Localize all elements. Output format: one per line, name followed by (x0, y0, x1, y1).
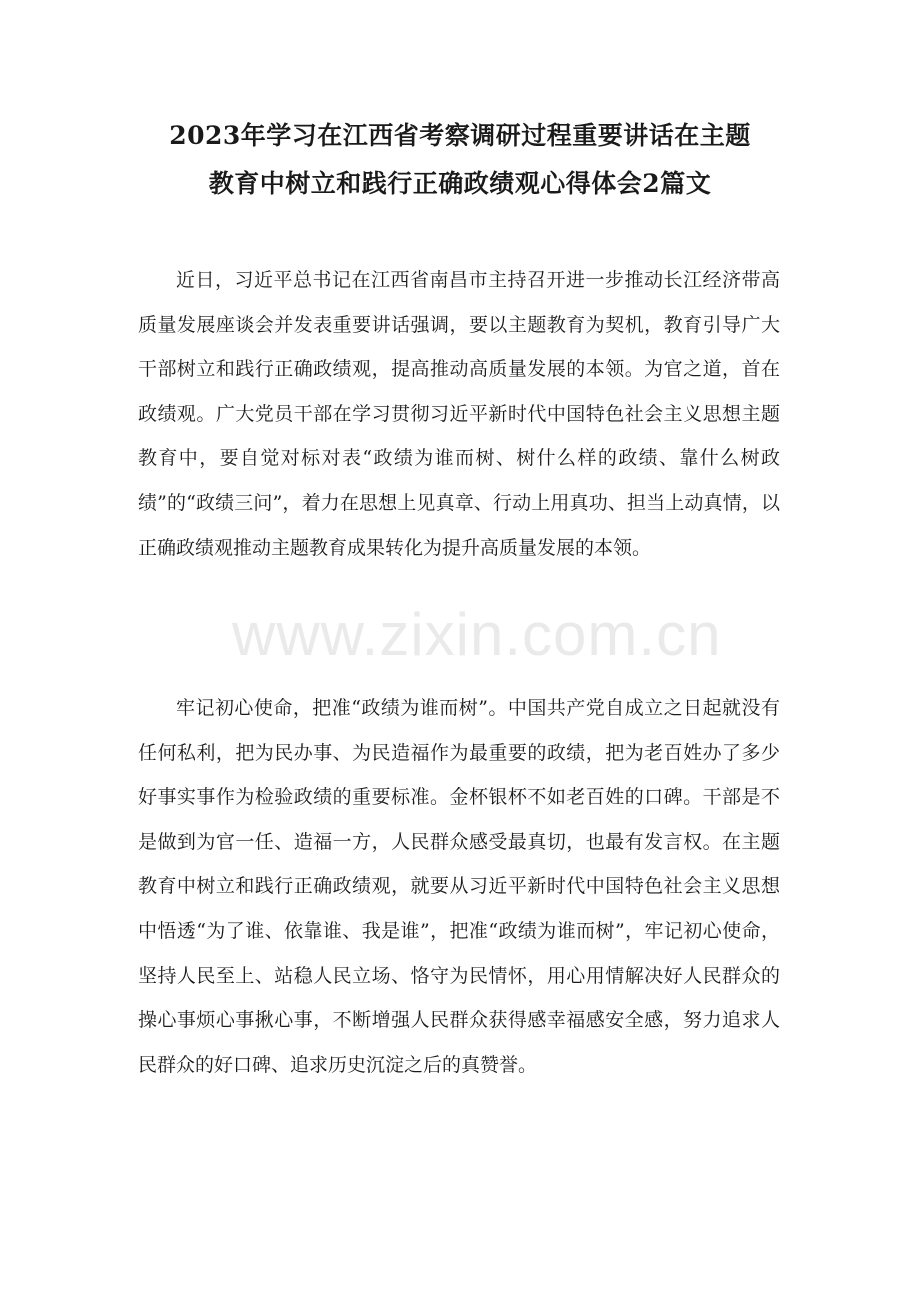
body-paragraph-2: 牢记初心使命，把准“政绩为谁而树”。中国共产党自成立之日起就没有任何私利，把为民办事、为民造福作为最重要的政绩，把为老百姓办了多少好事实事作为检验政绩的重要标准。金杯银杯不如老百姓的口碑。干部是不是做到为官一任、造福一方，人民群众感受最真切，也最有发言权。在主题教育中树立和践行正确政绩观，就要从习近平新时代中国特色社会主义思想中悟透“为了谁、依靠谁、我是谁”，把准“政绩为谁而树”，牢记初心使命，坚持人民至上、站稳人民立场、恪守为民情怀，用心用情解决好人民群众的操心事烦心事揪心事，不断增强人民群众获得感幸福感安全感，努力追求人民群众的好口碑、追求历史沉淀之后的真赞誉。 (138, 697, 780, 1076)
document-title (100, 112, 820, 208)
title-line-2: 教育中树立和践行正确政绩观心得体会2篇文 (208, 169, 712, 198)
watermark: www.zixin.com.cn (232, 601, 722, 668)
body-paragraph-1: 近日，习近平总书记在江西省南昌市主持召开进一步推动长江经济带高质量发展座谈会并发表重要讲话强调，要以主题教育为契机，教育引导广大干部树立和践行正确政绩观，提高推动高质量发展的本领。为官之道，首在政绩观。广大党员干部在学习贯彻习近平新时代中国特色社会主义思想主题教育中，要自觉对标对表“政绩为谁而树、树什么样的政绩、靠什么树政绩”的“政绩三问”，着力在思想上见真章、行动上用真功、担当上动真情，以正确政绩观推动主题教育成果转化为提升高质量发展的本领。 (138, 269, 780, 559)
title-line-1: 2023年学习在江西省考察调研过程重要讲话在主题 (169, 121, 751, 150)
